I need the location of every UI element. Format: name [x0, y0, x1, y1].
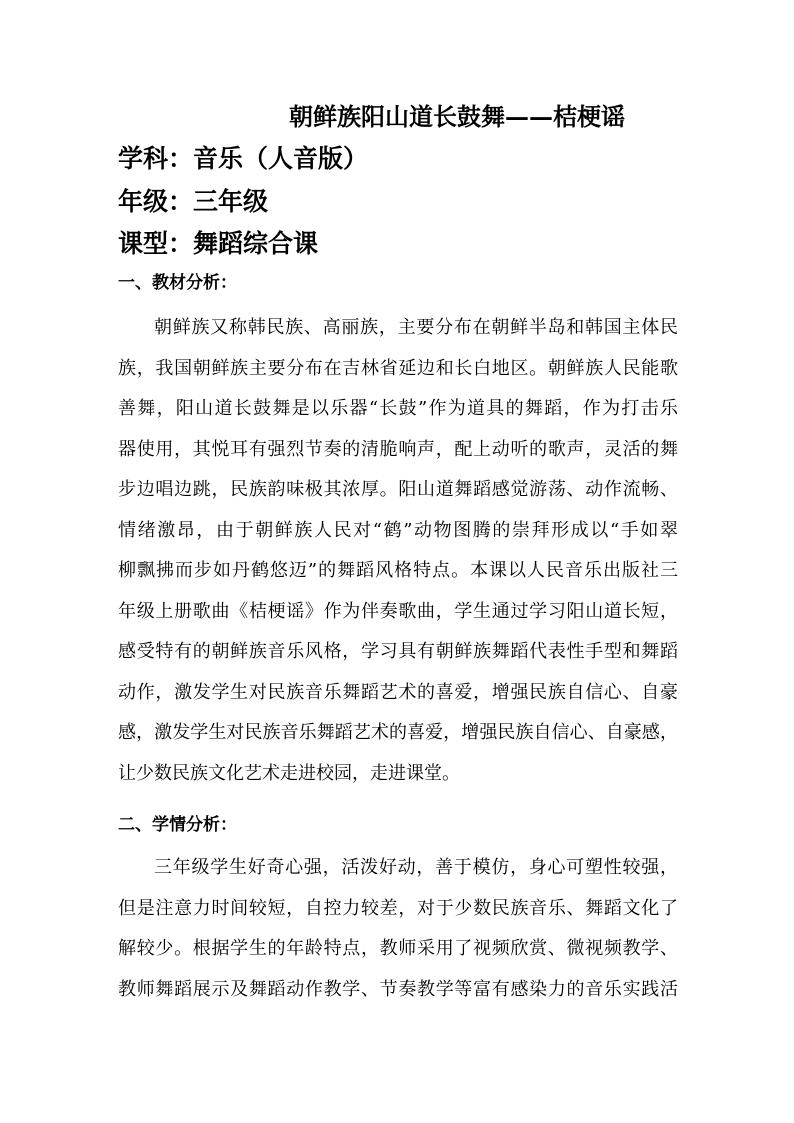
paragraph-line: 感受特有的朝鲜族音乐风格，学习具有朝鲜族舞蹈代表性手型和舞蹈 — [118, 641, 678, 662]
lesson-type-line: 课型：舞蹈综合课 — [118, 229, 319, 258]
paragraph-line: 三年级学生好奇心强，活泼好动，善于模仿，身心可塑性较强， — [154, 857, 678, 878]
paragraph-line: 朝鲜族又称韩民族、高丽族，主要分布在朝鲜半岛和韩国主体民 — [154, 317, 678, 338]
paragraph-line: 动作，激发学生对民族音乐舞蹈艺术的喜爱，增强民族自信心、自豪 — [118, 681, 678, 703]
paragraph-line: 器使用，其悦耳有强烈节奏的清脆响声，配上动听的歌声，灵活的舞 — [118, 438, 678, 460]
paragraph-line: 善舞，阳山道长鼓舞是以乐器“长鼓”作为道具的舞蹈，作为打击乐 — [118, 398, 678, 419]
section-heading-learner-analysis: 二、学情分析： — [118, 815, 237, 835]
learner-analysis-paragraph — [118, 848, 678, 1010]
paragraph-line: 但是注意力时间较短，自控力较差，对于少数民族音乐、舞蹈文化了 — [118, 897, 678, 919]
grade-line: 年级：三年级 — [118, 187, 269, 216]
paragraph-line: 教师舞蹈展示及舞蹈动作教学、节奏教学等富有感染力的音乐实践活 — [118, 978, 678, 1000]
section-heading-textbook-analysis: 一、教材分析： — [118, 273, 237, 293]
paragraph-line: 步边唱边跳，民族韵味极其浓厚。阳山道舞蹈感觉游荡、动作流畅、 — [118, 479, 678, 500]
paragraph-line: 族，我国朝鲜族主要分布在吉林省延边和长白地区。朝鲜族人民能歌 — [118, 357, 678, 379]
paragraph-line: 解较少。根据学生的年龄特点，教师采用了视频欣赏、微视频教学、 — [118, 938, 678, 959]
paragraph-line: 年级上册歌曲《桔梗谣》作为伴奏歌曲，学生通过学习阳山道长短， — [118, 600, 678, 622]
paragraph-line: 柳飘拂而步如丹鹤悠迈”的舞蹈风格特点。本课以人民音乐出版社三 — [118, 560, 678, 581]
paragraph-line: 感，激发学生对民族音乐舞蹈艺术的喜爱，增强民族自信心、自豪感， — [118, 722, 678, 743]
paragraph-line: 让少数民族文化艺术走进校园，走进课堂。 — [118, 762, 460, 784]
subject-line: 学科：音乐（人音版） — [118, 144, 369, 173]
paragraph-line: 情绪激昂，由于朝鲜族人民对“鹤”动物图腾的崇拜形成以“手如翠 — [118, 519, 678, 541]
textbook-analysis-paragraph — [118, 308, 678, 794]
document-title: 朝鲜族阳山道长鼓舞——桔梗谣 — [289, 102, 625, 131]
